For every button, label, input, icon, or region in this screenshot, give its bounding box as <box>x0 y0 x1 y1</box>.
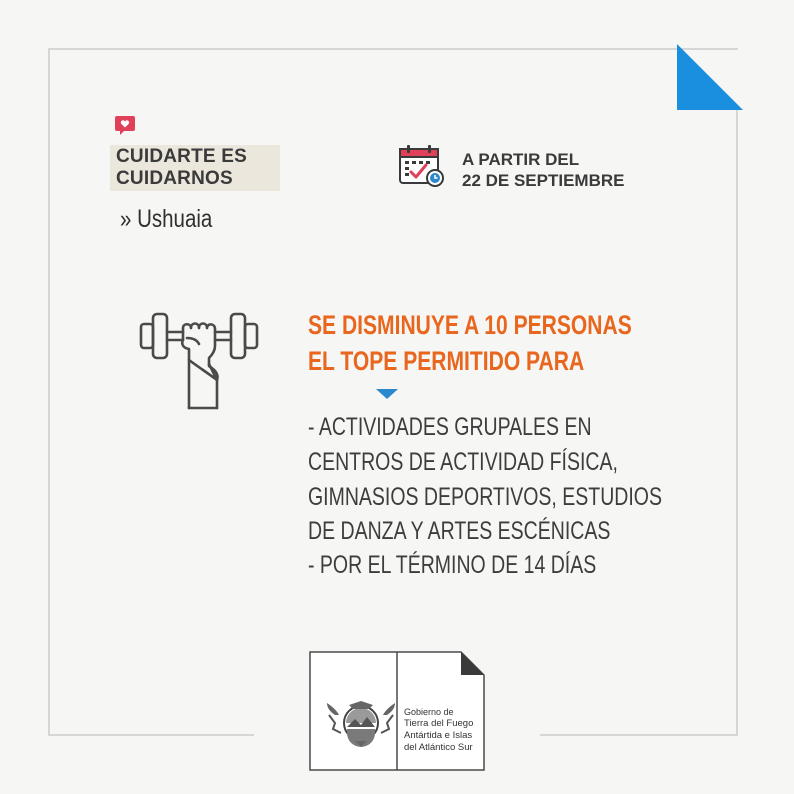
frame-bottom-right-line <box>540 734 738 736</box>
frame-right-line <box>736 110 738 736</box>
logo-text-line-1: Gobierno de <box>404 707 454 717</box>
down-arrow-icon <box>376 389 398 399</box>
tag-title-line-2: CUIDARNOS <box>116 168 233 189</box>
logo-text-line-4: del Atlántico Sur <box>404 742 473 753</box>
headline-line-1: SE DISMINUYE A 10 PERSONAS <box>308 310 632 340</box>
tag-title-line-1: CUIDARTE ES <box>116 146 247 167</box>
body-line: - ACTIVIDADES GRUPALES EN <box>308 413 592 441</box>
frame-top-line <box>48 48 738 50</box>
body-line: - POR EL TÉRMINO DE 14 DÍAS <box>308 551 597 579</box>
body-line: DE DANZA Y ARTES ESCÉNICAS <box>308 517 611 545</box>
calendar-check-icon <box>398 143 446 189</box>
corner-triangle <box>675 42 745 112</box>
headline-line-2: EL TOPE PERMITIDO PARA <box>308 346 585 376</box>
heart-bubble-icon <box>114 115 136 137</box>
hand-dumbbell-icon <box>137 304 261 412</box>
date-line-1: A PARTIR DEL <box>462 150 580 169</box>
frame-left-line <box>48 48 50 736</box>
location-label: » Ushuaia <box>120 205 213 233</box>
frame-bottom-left-line <box>48 734 254 736</box>
date-line-2: 22 DE SEPTIEMBRE <box>462 171 625 190</box>
body-line: CENTROS DE ACTIVIDAD FÍSICA, <box>308 448 618 476</box>
logo-text-line-2: Tierra del Fuego <box>404 718 474 729</box>
logo-text-line-3: Antártida e Islas <box>404 730 473 741</box>
body-line: GIMNASIOS DEPORTIVOS, ESTUDIOS <box>308 483 662 511</box>
